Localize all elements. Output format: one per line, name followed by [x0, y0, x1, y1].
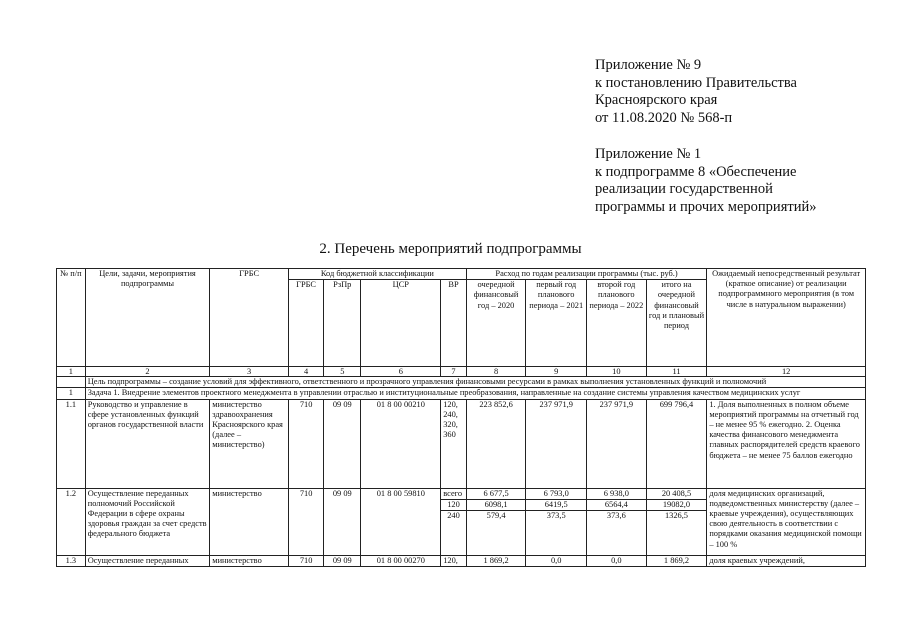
col-number: 9	[526, 367, 587, 377]
row-total: 19082,0	[646, 499, 707, 510]
row-year2: 373,5	[526, 511, 587, 556]
col-number: 3	[210, 367, 289, 377]
row-year3: 373,6	[587, 511, 647, 556]
row-result: 1. Доля выполненных в полном объеме мероприятий программы на отчетный год – не менее 95 % ежегодно. 2. Оценка качества финансового менеджмента главных распорядителей средств краевого бюджета – не менее 75 баллов ежегодно	[707, 399, 866, 488]
header-rzpr: РзПр	[324, 280, 361, 367]
row-total: 1 869,2	[646, 556, 707, 567]
task-row	[57, 388, 866, 399]
row-rzpr: 09 09	[324, 399, 361, 488]
appendix9-line: Приложение № 9	[595, 57, 702, 73]
header-no: № п/п	[57, 269, 86, 367]
row-number: 1.2	[57, 488, 86, 555]
appendix1-line: реализации государственной	[595, 181, 773, 197]
row-total: 20 408,5	[646, 488, 707, 499]
header-grbs: ГРБС	[210, 269, 289, 367]
row-name: Осуществление переданных полномочий Российской Федерации в сфере охраны здоровья граждан за счет средств федерального бюджета	[85, 488, 210, 555]
activities-table	[56, 268, 866, 567]
header-expense: Расход по годам реализации программы (тыс. руб.)	[466, 269, 707, 280]
table-row	[57, 399, 866, 488]
row-year2: 0,0	[526, 556, 587, 567]
row-rzpr: 09 09	[324, 556, 361, 567]
col-number: 8	[466, 367, 526, 377]
appendix9-line: Красноярского края	[595, 92, 718, 108]
appendix9-line: к постановлению Правительства	[595, 74, 797, 91]
row-result: доля медицинских организаций, подведомственных министерству (далее – краевые учреждения), осуществляющих свою деятельность в соответствии с порядками оказания медицинской помощи – 100 %	[707, 488, 866, 555]
task-text: Задача 1. Внедрение элементов проектного менеджмента в управлении отраслью и институциональные преобразования, направленные на создание системы управления качеством медицинских услуг	[85, 388, 865, 399]
column-number-row	[57, 367, 866, 377]
appendix1-line: программы и прочих мероприятий»	[595, 198, 817, 215]
table-row	[57, 488, 866, 499]
row-grbs-code: 710	[289, 399, 324, 488]
appendix9-line: от 11.08.2020 № 568-п	[595, 109, 733, 126]
row-result: доля краевых учреждений,	[707, 556, 866, 567]
row-csr: 01 8 00 00270	[361, 556, 441, 567]
row-year1: 579,4	[466, 511, 526, 556]
row-year3: 6564,4	[587, 499, 647, 510]
header-csr: ЦСР	[361, 280, 441, 367]
row-year1: 6098,1	[466, 499, 526, 510]
row-year3: 0,0	[587, 556, 647, 567]
appendix1-line: к подпрограмме 8 «Обеспечение	[595, 163, 797, 180]
row-rzpr: 09 09	[324, 488, 361, 555]
header-goals: Цели, задачи, мероприятия подпрограммы	[85, 269, 210, 367]
row-grbs-code: 710	[289, 556, 324, 567]
row-number: 1.1	[57, 399, 86, 488]
row-csr: 01 8 00 59810	[361, 488, 441, 555]
header-grbs-code: ГРБС	[289, 280, 324, 367]
col-number: 5	[324, 367, 361, 377]
row-grbs: министерство здравоохранения Красноярского края (далее – министерство)	[210, 399, 289, 488]
goal-text: Цель подпрограммы – создание условий для эффективного, ответственного и прозрачного управления финансовыми ресурсами в рамках выполнения установленных функций и полномочий	[85, 377, 865, 388]
col-number: 11	[646, 367, 707, 377]
row-vr: 240	[441, 511, 467, 556]
col-number: 1	[57, 367, 86, 377]
row-csr: 01 8 00 00210	[361, 399, 441, 488]
col-number: 2	[85, 367, 210, 377]
header-vr: ВР	[441, 280, 467, 367]
row-grbs: министерство	[210, 488, 289, 555]
row-year2: 6419,5	[526, 499, 587, 510]
row-vr: 120, 240, 320, 360	[441, 399, 467, 488]
row-year3: 237 971,9	[587, 399, 647, 488]
row-grbs-code: 710	[289, 488, 324, 555]
header-year1: очередной финансовый год – 2020	[466, 280, 526, 367]
row-total: 699 796,4	[646, 399, 707, 488]
row-year1: 6 677,5	[466, 488, 526, 499]
row-year1: 223 852,6	[466, 399, 526, 488]
document-title: 2. Перечень мероприятий подпрограммы	[319, 241, 582, 257]
header-year3: второй год планового периода – 2022	[587, 280, 647, 367]
col-number: 4	[289, 367, 324, 377]
table-row	[57, 556, 866, 567]
goal-row	[57, 377, 866, 388]
col-number: 12	[707, 367, 866, 377]
row-number: 1.3	[57, 556, 86, 567]
row-year3: 6 938,0	[587, 488, 647, 499]
row-year2: 237 971,9	[526, 399, 587, 488]
appendix-header	[595, 57, 895, 216]
row-name: Руководство и управление в сфере установленных функций органов государственной власти	[85, 399, 210, 488]
col-number: 10	[587, 367, 647, 377]
header-result: Ожидаемый непосредственный результат (краткое описание) от реализации подпрограммного мероприятия (в том числе в натуральном выражении)	[707, 269, 866, 367]
col-number: 7	[441, 367, 467, 377]
row-vr: 120,	[441, 556, 467, 567]
row-year1: 1 869,2	[466, 556, 526, 567]
row-total: 1326,5	[646, 511, 707, 556]
row-grbs: министерство	[210, 556, 289, 567]
row-vr: 120	[441, 499, 467, 510]
header-total: итого на очередной финансовый год и плановый период	[646, 280, 707, 367]
header-year2: первый год планового периода – 2021	[526, 280, 587, 367]
row-name: Осуществление переданных	[85, 556, 210, 567]
header-budget-code: Код бюджетной классификации	[289, 269, 467, 280]
col-number: 6	[361, 367, 441, 377]
row-year2: 6 793,0	[526, 488, 587, 499]
task-number: 1	[57, 388, 86, 399]
row-vr: всего	[441, 488, 467, 499]
appendix1-line: Приложение № 1	[595, 146, 702, 162]
